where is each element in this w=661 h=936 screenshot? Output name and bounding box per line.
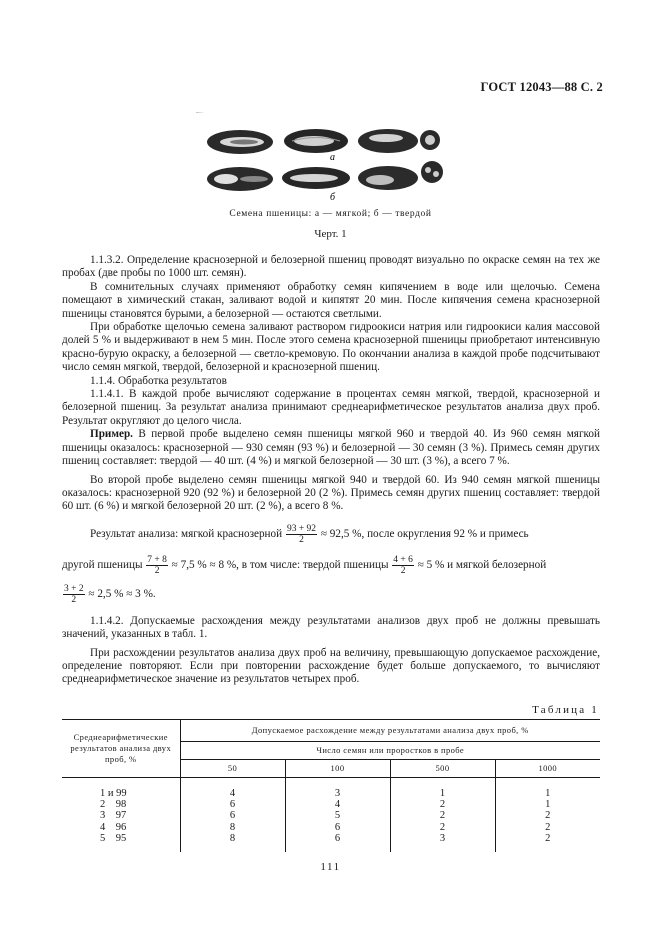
table-cell: 8 (180, 822, 285, 833)
fraction-1-denominator: 2 (299, 534, 304, 545)
table-cell: 2 (545, 832, 551, 844)
fraction-2-numerator: 7 + 8 (147, 554, 167, 565)
table-row (62, 799, 600, 810)
table-cell: 2 (390, 822, 495, 833)
figure-caption: Семена пшеницы: а — мягкой; б — твердой (229, 209, 432, 219)
paragraph-boiling: В сомнительных случаях применяют обработку семян кипячением в воде или щелочью. Семена помещают в химический стакан, заливают водой и кипятят 20 мин. После кипячения семена краснозерной пшеницы становятся бурыми, а белозерной — остаются светлыми. (62, 280, 600, 320)
formula-line-1 (62, 524, 600, 545)
fraction-1-numerator: 93 + 92 (286, 523, 317, 534)
figure-label-a: а (330, 152, 335, 163)
table-cell-average: 2 98 (62, 799, 180, 810)
formula-line-2 (62, 555, 600, 576)
table-cell: 2 (390, 810, 495, 821)
formula-2-suffix: ≈ 5 % и мягкой белозерной (417, 558, 547, 571)
table-cell: 2 (545, 821, 551, 833)
figure-label-b: б (330, 192, 336, 203)
formula-line-3 (62, 584, 600, 605)
formula-2-prefix: другой пшеницы (62, 558, 143, 571)
table-col-1000: 1000 (538, 763, 558, 773)
formula-1-suffix: ≈ 92,5 %, после округления 92 % и примесь (320, 527, 529, 540)
fraction-4-numerator: 3 + 2 (64, 583, 84, 594)
formula-2-middle: ≈ 7,5 % ≈ 8 %, в том числе: твердой пшеницы (171, 558, 389, 571)
seed-row-b (207, 161, 443, 191)
table-cell-average: 5 95 (62, 833, 180, 852)
formula-1-prefix: Результат анализа: мягкой краснозерной (90, 527, 283, 540)
table-cell: 6 (180, 799, 285, 810)
fraction-2 (146, 555, 168, 576)
table-row (62, 778, 600, 800)
table-cell: 1 (545, 788, 551, 799)
figure-name: Черт. 1 (314, 228, 347, 240)
paragraph-1-1-4-1: 1.1.4.1. В каждой пробе вычисляют содержание в процентах семян мягкой, твердой, краснозерной и белозерной пшениц. За результат анализа принимают среднеарифметическое результатов анализа двух проб. Результат округляют до целого числа. (62, 388, 600, 427)
fraction-3-numerator: 4 + 6 (393, 554, 413, 565)
table-row (62, 822, 600, 833)
table-head-count: Число семян или проростков в пробе (180, 742, 600, 760)
table-cell: 2 (390, 799, 495, 810)
heading-1-1-4: 1.1.4. Обработка результатов (90, 374, 227, 387)
wheat-seeds-figure (196, 112, 452, 210)
table-cell: 6 (285, 822, 390, 833)
fraction-1 (286, 524, 317, 545)
paragraph-example (62, 428, 600, 468)
tolerance-table (62, 719, 600, 852)
paragraph-1-1-4-2: 1.1.4.2. Допускаемые расхождения между результатами анализов двух проб не должны превышать значений, указанных в табл. 1. (62, 614, 600, 641)
table-cell-average: 4 96 (62, 822, 180, 833)
page-header: ГОСТ 12043—88 С. 2 (480, 80, 603, 94)
table-cell: 8 (180, 833, 285, 852)
table-head-tolerance: Допускаемое расхождение между результатами анализа двух проб, % (180, 720, 600, 742)
page-number: 111 (320, 861, 341, 873)
table-row (62, 833, 600, 852)
table-cell: 1 (545, 799, 551, 811)
table-col-500: 500 (390, 760, 495, 778)
fraction-4 (63, 584, 85, 605)
table-cell: 5 (285, 810, 390, 821)
paragraph-discrepancy: При расхождении результатов анализа двух проб на величину, превышающую допускаемое расхождение, определение повторяют. Если при повторении расхождение будет больше допускаемого, то вычисляют среднеарифметическое значение из результатов четырех проб. (62, 646, 600, 686)
table-title: Таблица 1 (532, 704, 599, 716)
table-head-average: Среднеарифметические результатов анализа двух проб, % (62, 720, 180, 778)
table-cell: 6 (180, 810, 285, 821)
example-text: В первой пробе выделено семян пшеницы мягкой 960 и твердой 40. Из 960 семян мягкой пшеницы оказалось: краснозерной — 930 семян (93 %) и белозерной — 30 семян (3 %). Примесь семян других пшениц составляет: твердой — 40 шт. (4 %) и мягкой белозерной — 30 шт. (3 %), а всего 7 %. (62, 428, 600, 468)
table-cell: 3 (285, 778, 390, 800)
table-col-100: 100 (285, 760, 390, 778)
paragraph-second-sample: Во второй пробе выделено семян пшеницы мягкой 940 и твердой 60. Из 940 семян мягкой пшеницы оказалось: краснозерной 920 (92 %) и белозерной 20 (2 %). Примесь семян других пшениц составляет: твердой 60 шт. (6 %) и мягкой белозерной 20 шт. (2 %), а всего 8 %. (62, 473, 600, 513)
formula-3-suffix: ≈ 2,5 % ≈ 3 %. (88, 587, 156, 600)
fraction-4-denominator: 2 (71, 594, 77, 605)
paragraph-1-1-3-2: 1.1.3.2. Определение краснозерной и белозерной пшениц проводят визуально по окраске семян на тех же пробах (две пробы по 1000 шт. семян). (62, 254, 600, 280)
paragraph-alkali: При обработке щелочью семена заливают раствором гидроокиси натрия или гидроокиси калия массовой долей 5 % и выдерживают в нем 5 мин. После этого семена краснозерной пшеницы приобретают интенсивную красно-бурую окраску, а белозерной — светло-кремовую. По окончании анализа в каждой пробе подсчитывают число семян мягкой, твердой, белозерной и краснозерной пшениц. (62, 321, 600, 374)
body-text (62, 249, 600, 687)
table-cell: 3 (390, 833, 495, 852)
table-cell-average: 3 97 (62, 810, 180, 821)
table-col-50: 50 (180, 760, 285, 778)
table-cell: 4 (285, 799, 390, 810)
fraction-3 (392, 555, 414, 576)
table-cell: 1 (390, 778, 495, 800)
table-cell: 2 (545, 810, 551, 822)
table-cell: 6 (285, 833, 390, 852)
table-cell-average: 1 и 99 (62, 778, 180, 800)
fraction-2-denominator: 2 (154, 565, 160, 576)
fraction-3-denominator: 2 (400, 565, 406, 576)
example-label: Пример. (90, 428, 133, 441)
table-cell: 4 (180, 778, 285, 800)
table-row (62, 810, 600, 821)
seed-row-a (207, 129, 440, 154)
